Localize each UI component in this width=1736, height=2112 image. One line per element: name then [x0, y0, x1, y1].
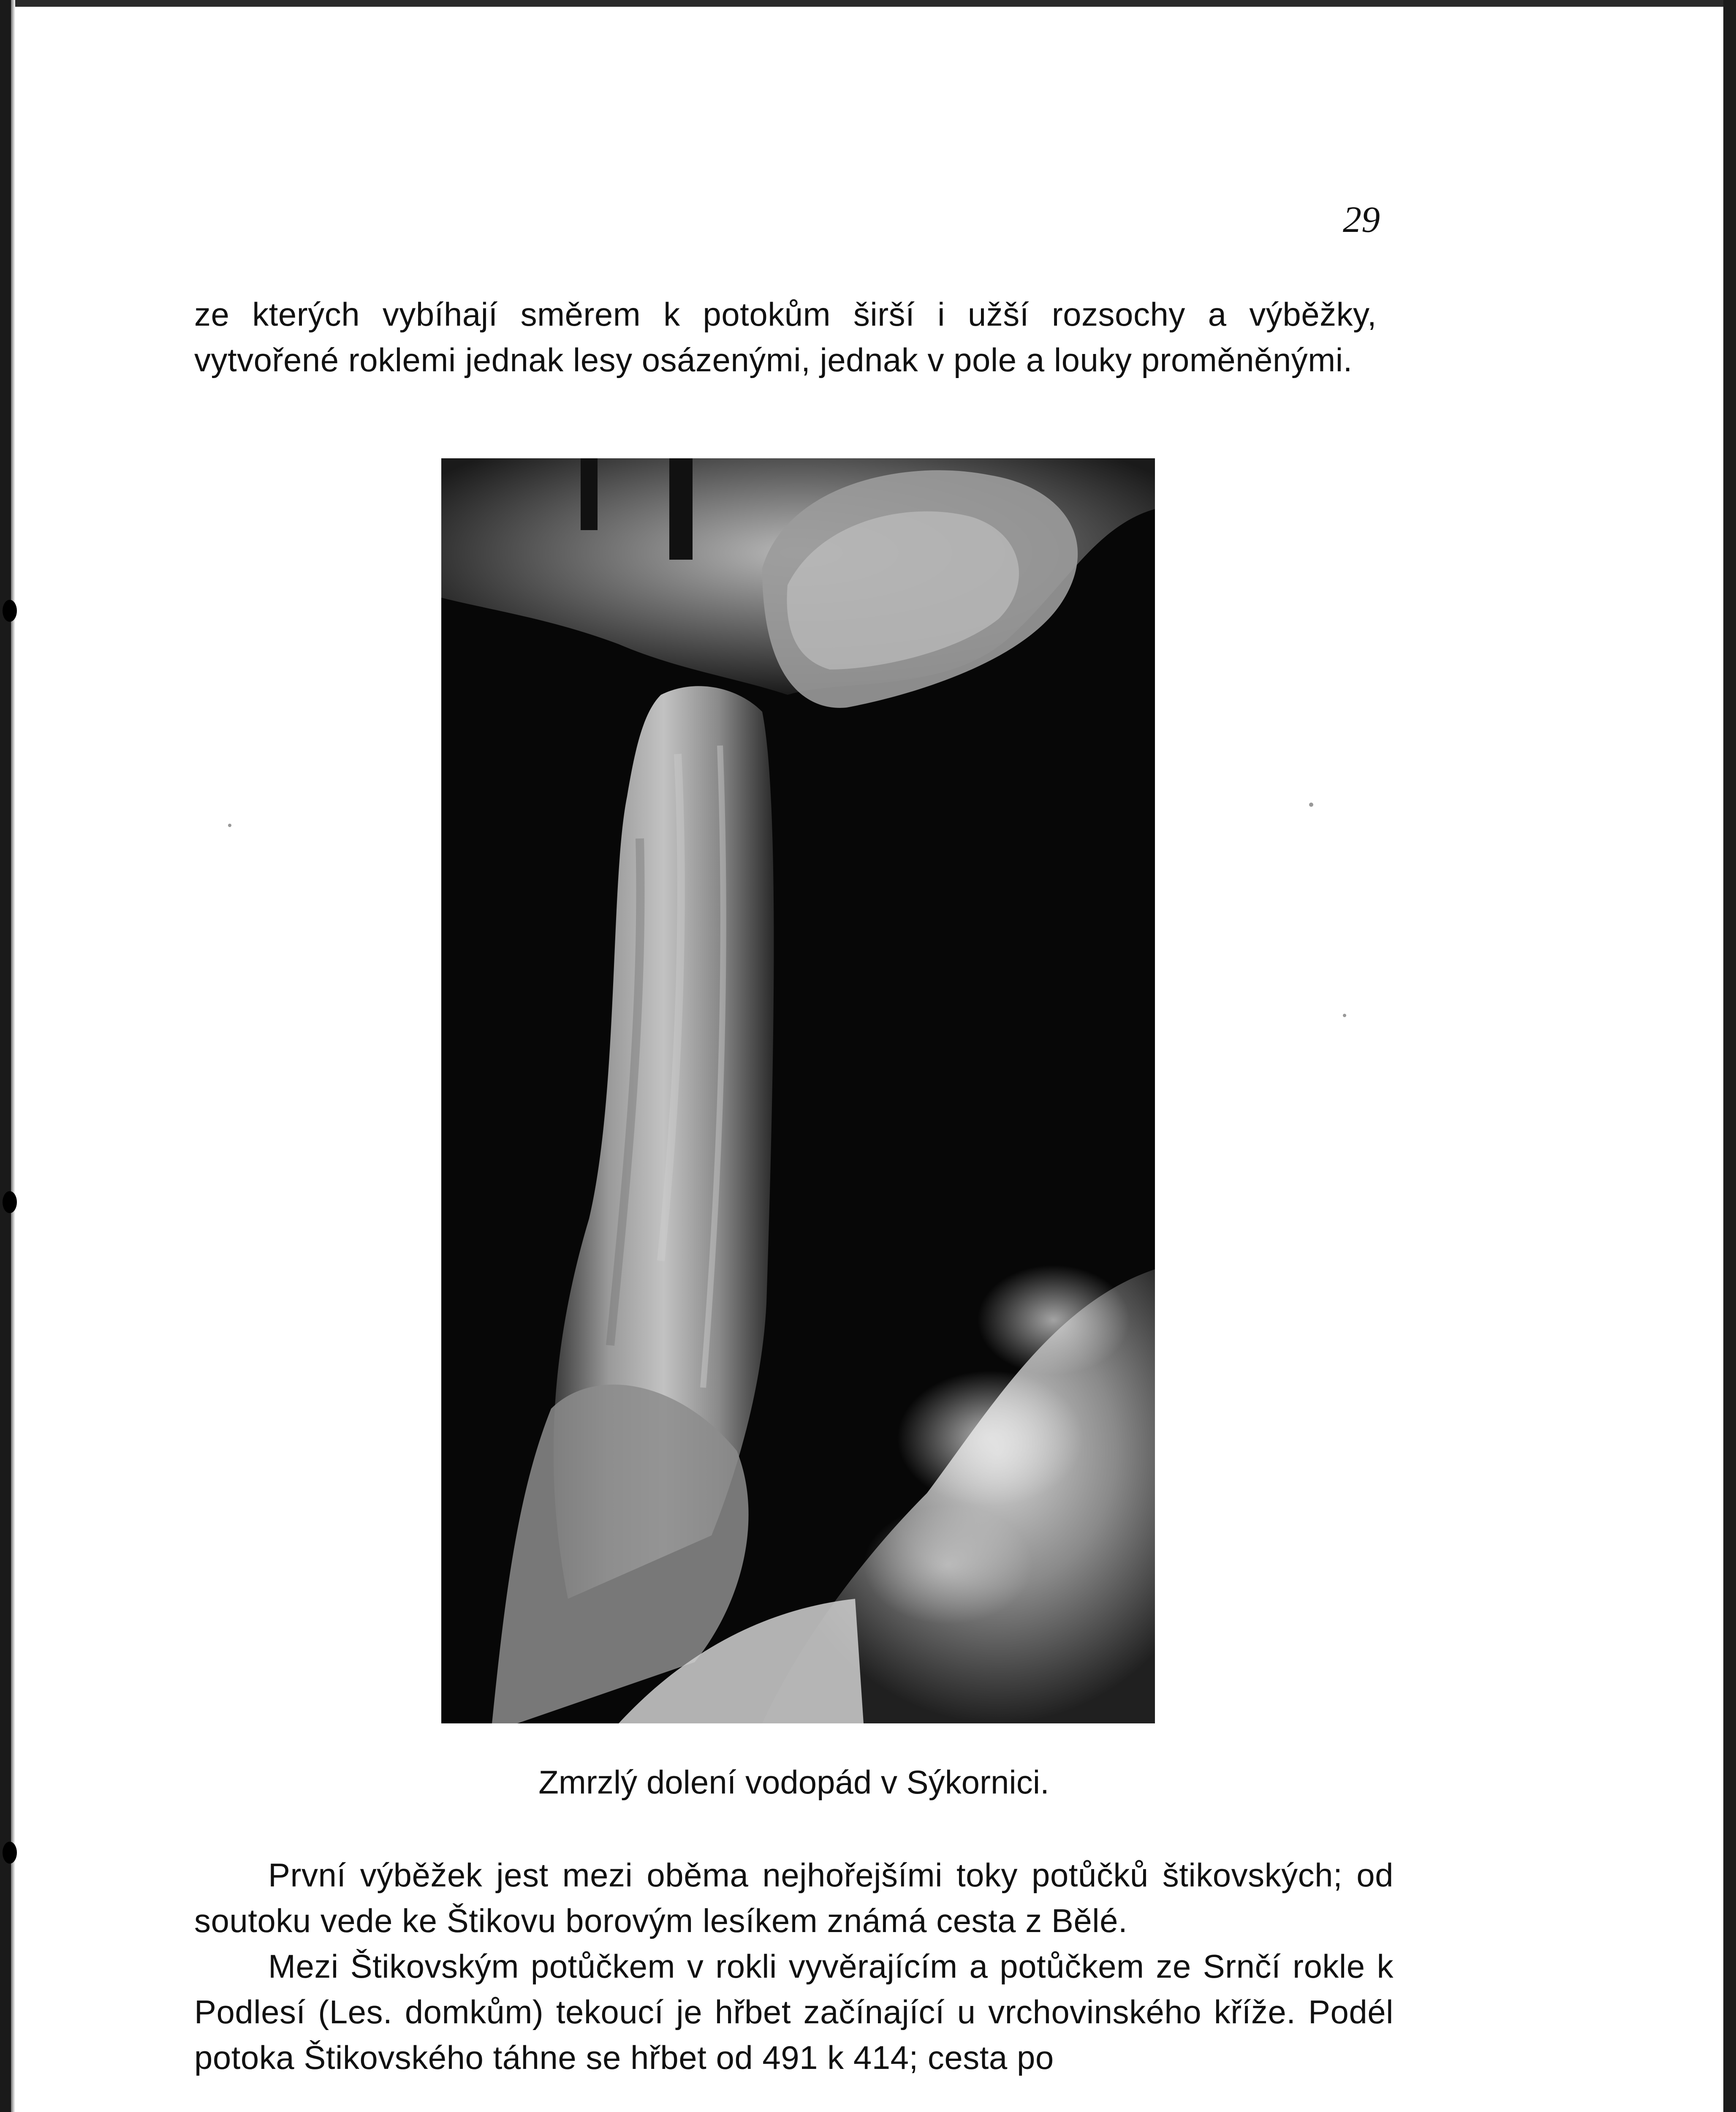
binding-hole: [3, 600, 17, 622]
paragraph: Mezi Štikovským potůčkem v rokli vyvěrajícím a potůčkem ze Srnčí rokle k Podlesí (Les. domkům) tekoucí je hřbet začínající u vrchovinského kříže. Podél potoka Štikovského táhne se hřbet od 491 k 414; cesta po: [194, 1948, 1394, 2076]
scan-speck: [1343, 1014, 1346, 1017]
scan-left-edge: [0, 0, 11, 2112]
waterfall-photo: [441, 458, 1155, 1723]
figure-caption: Zmrzlý dolení vodopád v Sýkornici.: [538, 1764, 1049, 1801]
intro-paragraph: ze kterých vybíhají směrem k potokům širší i užší rozsochy a výběžky, vytvořené roklemi jednak lesy osázenými, jednak v pole a louky proměněnými.: [194, 296, 1377, 378]
binding-hole: [3, 1842, 17, 1864]
scan-speck: [228, 824, 231, 827]
paragraph: První výběžek jest mezi oběma nejhořejšími toky potůčků štikovských; od soutoku vede ke Štikovu borovým lesíkem známá cesta z Bělé.: [194, 1856, 1394, 1939]
binding-hole: [3, 1191, 17, 1213]
body-text: [194, 1852, 1394, 2080]
scan-top-edge: [0, 0, 1736, 7]
scan-speck: [1309, 803, 1313, 807]
scan-right-edge: [1723, 0, 1736, 2112]
page-number: 29: [1343, 199, 1380, 240]
scan-left-shadow: [11, 0, 15, 2112]
